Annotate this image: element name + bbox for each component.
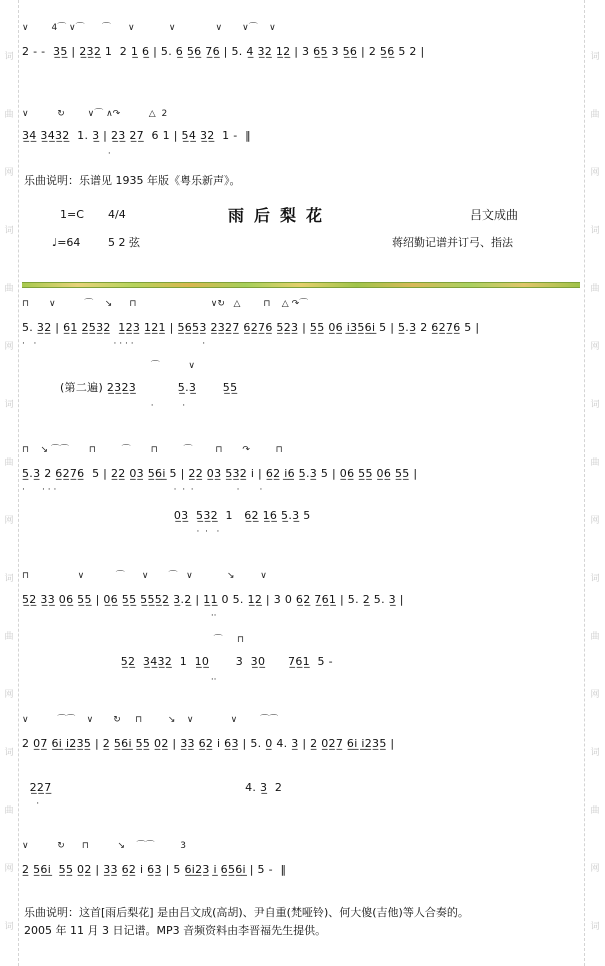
dot-row-5: · · · — [22, 527, 220, 537]
dot-row-4: · · · · · · · · · — [22, 485, 263, 495]
watermark-glyph: 词 — [4, 400, 14, 410]
tempo-marking: ♩=64 — [52, 236, 81, 249]
score-line-top-1: 2 - - 3̲5̲ | 2̲3̲2̲ 1 2 1̲ 6̲ | 5. 6̲ 5̲6̲ 7̲6̲ | 5. 4̲ 3̲2̲ 1̲2̲ | 3 6̲5̲ 3 5̲6̲ | 2 5̲6̲ 5 2 | — [22, 45, 425, 58]
watermark-glyph: 曲 — [4, 110, 14, 120]
bowing-marks-row-4: ⊓ ↘ ⌒⌒ ⊓ ⌒ ⊓ ⌒ ⊓ ↷ ⊓ — [22, 445, 283, 455]
watermark-glyph: 网 — [4, 864, 14, 874]
watermark-glyph: 网 — [590, 690, 600, 700]
watermark-glyph: 网 — [590, 864, 600, 874]
bowing-marks-row-2: ⊓ ∨ ⌒ ↘ ⊓ ∨↻ △ ⊓ △ ↷⌒ — [22, 299, 309, 309]
score-line-3: 5̲.3̲ 2 6̲2̲7̲6̲ 5 | 2̲2̲ 0̲3̲ 5̲6̲i̲ 5 | 2̲2̲ 0̲3̲ 5̲3̲2̲ i | 6̲2̲ i̲6̲ 5̲.3̲ 5 | 0̲6̲ 5̲5̲ 0̲6̲ 5̲5̲ | — [22, 467, 418, 480]
left-border-rule — [18, 0, 19, 966]
score-line-top-2: 3̲4̲ 3̲4̲3̲2̲ 1. 3̲ | 2̲3̲ 2̲7̲ 6 1 | 5̲4̲ 3̲2̲ 1 - ‖ — [22, 129, 251, 142]
watermark-glyph: 曲 — [590, 806, 600, 816]
bowing-marks-row-5: ⊓ ∨ ⌒ ∨ ⌒ ∨ ↘ ∨ — [22, 571, 267, 581]
time-signature: 4/4 — [108, 208, 126, 221]
watermark-glyph: 网 — [4, 168, 14, 178]
intro-note: 乐曲说明：乐谱见 1935 年版《粤乐新声》。 — [24, 174, 241, 187]
watermark-glyph: 词 — [4, 226, 14, 236]
score-line-8: 2̲2̲7̲ 4. 3̲ 2 — [22, 781, 283, 794]
score-line-5: 5̲2̲ 3̲3̲ 0̲6̲ 5̲5̲ | 0̲6̲ 5̲5̲ 5̲5̲5̲2̲ 3̲.2̲ | 1̲1̲ 0 5. 1̲2̲ | 3 0 6̲2̲ 7̲6̲1̲ | 5. 2̲ 5. 3̲ | — [22, 593, 404, 606]
watermark-glyph: 曲 — [590, 458, 600, 468]
watermark-glyph: 曲 — [590, 632, 600, 642]
score-line-7: 2 0̲7̲ 6̲i̲ i̲2̲3̲5̲ | 2̲ 5̲6̲i̲ 5̲5̲ 0̲2̲ | 3̲3̲ 6̲2̲ i 6̲3̲ | 5. 0̲ 4. 3̲ | 2̲ 0̲2̲7̲ 6̲i̲ i̲2̲3̲5̲ | — [22, 737, 395, 750]
watermark-glyph: 词 — [4, 574, 14, 584]
watermark-glyph: 词 — [590, 52, 600, 62]
bowing-marks-row-3: ⌒ ∨ — [22, 361, 195, 371]
watermark-glyph: 曲 — [4, 806, 14, 816]
score-line-4: 0̲3̲ 5̲3̲2̲ 1 6̲2̲ 1̲6̲ 5̲.3̲ 5 — [22, 509, 311, 522]
watermark-glyph: 词 — [590, 226, 600, 236]
dot-row-3: · · — [22, 401, 186, 411]
bowing-marks-row-1: ∨ ↻ ∨⌒ ∧↷ △ 2 — [22, 109, 168, 119]
watermark-column-left — [2, 0, 16, 966]
watermark-glyph: 网 — [4, 516, 14, 526]
watermark-glyph: 词 — [590, 400, 600, 410]
bowing-marks-row-7: ∨ ⌒⌒ ∨ ↻ ⊓ ↘ ∨ ∨ ⌒⌒ — [22, 715, 279, 725]
watermark-glyph: 词 — [590, 922, 600, 932]
watermark-glyph: 网 — [4, 342, 14, 352]
watermark-glyph: 网 — [590, 168, 600, 178]
watermark-glyph: 词 — [4, 748, 14, 758]
watermark-glyph: 网 — [590, 342, 600, 352]
bowing-marks-row-8: ∨ ↻ ⊓ ↘ ⌒⌒ 3 — [22, 841, 186, 851]
watermark-glyph: 网 — [4, 690, 14, 700]
watermark-glyph: 词 — [4, 52, 14, 62]
bowing-marks-row-0: ∨ 4⌒ ∨⌒ ⌒ ∨ ∨ ∨ ∨⌒ ∨ — [22, 23, 276, 33]
dot-row-6: ·· — [22, 611, 217, 621]
watermark-column-right — [588, 0, 602, 966]
score-line-2: (第二遍) 2̲3̲2̲3̲ 5̲.3̲ 5̲5̲ — [22, 381, 238, 394]
watermark-glyph: 词 — [4, 922, 14, 932]
string-tuning: 5 2 弦 — [108, 236, 140, 249]
piece-title: 雨后梨花 — [228, 206, 333, 225]
watermark-glyph: 曲 — [4, 632, 14, 642]
dot-row-7: ·· — [22, 675, 217, 685]
watermark-glyph: 词 — [590, 748, 600, 758]
composer: 吕文成曲 — [470, 208, 519, 222]
score-line-9: 2̲ 5̲6̲i̲ 5̲5̲ 0̲2̲ | 3̲3̲ 6̲2̲ i 6̲3̲ | 5 6̲i̲2̲3̲ i̲ 6̲5̲6̲i̲ | 5 - ‖ — [22, 863, 287, 876]
bowing-marks-row-6: ⌒ ⊓ — [22, 635, 245, 645]
watermark-glyph: 曲 — [4, 458, 14, 468]
decorative-banner — [22, 282, 580, 288]
right-border-rule — [584, 0, 585, 966]
dot-row-2: · · · · · · · — [22, 339, 206, 349]
score-line-6: 5̲2̲ 3̲4̲3̲2̲ 1 1̲0̲ 3 3̲0̲ 7̲6̲1̲ 5 - — [22, 655, 333, 668]
watermark-glyph: 网 — [590, 516, 600, 526]
dot-row-8: · — [22, 799, 40, 809]
notes-line-1: 乐曲说明：这首[雨后梨花] 是由吕文成(高胡)、尹自重(梵哑铃)、何大傻(吉他)等人合奏的。 — [24, 906, 469, 919]
watermark-glyph: 曲 — [590, 284, 600, 294]
dot-row-1: · — [22, 149, 111, 159]
watermark-glyph: 曲 — [590, 110, 600, 120]
editor-credit: 蒋绍勤记谱并订弓、指法 — [392, 236, 513, 249]
notes-line-2: 2005 年 11 月 3 日记谱。MP3 音频资料由李晋福先生提供。 — [24, 924, 327, 937]
score-line-1: 5. 3̲2̲ | 6̲1̲ 2̲5̲3̲2̲ 1̲2̲3̲ 1̲2̲1̲ | 5̲6̲5̲3̲ 2̲3̲2̲7̲ 6̲2̲7̲6̲ 5̲2̲3̲ | 5̲5̲ 0̲6̲ i̲3̲5̲6̲i̲ 5 | 5̲.3̲ 2 6̲2̲7̲6̲ 5 | — [22, 321, 480, 334]
key-signature: 1=C — [60, 208, 84, 221]
watermark-glyph: 曲 — [4, 284, 14, 294]
watermark-glyph: 词 — [590, 574, 600, 584]
